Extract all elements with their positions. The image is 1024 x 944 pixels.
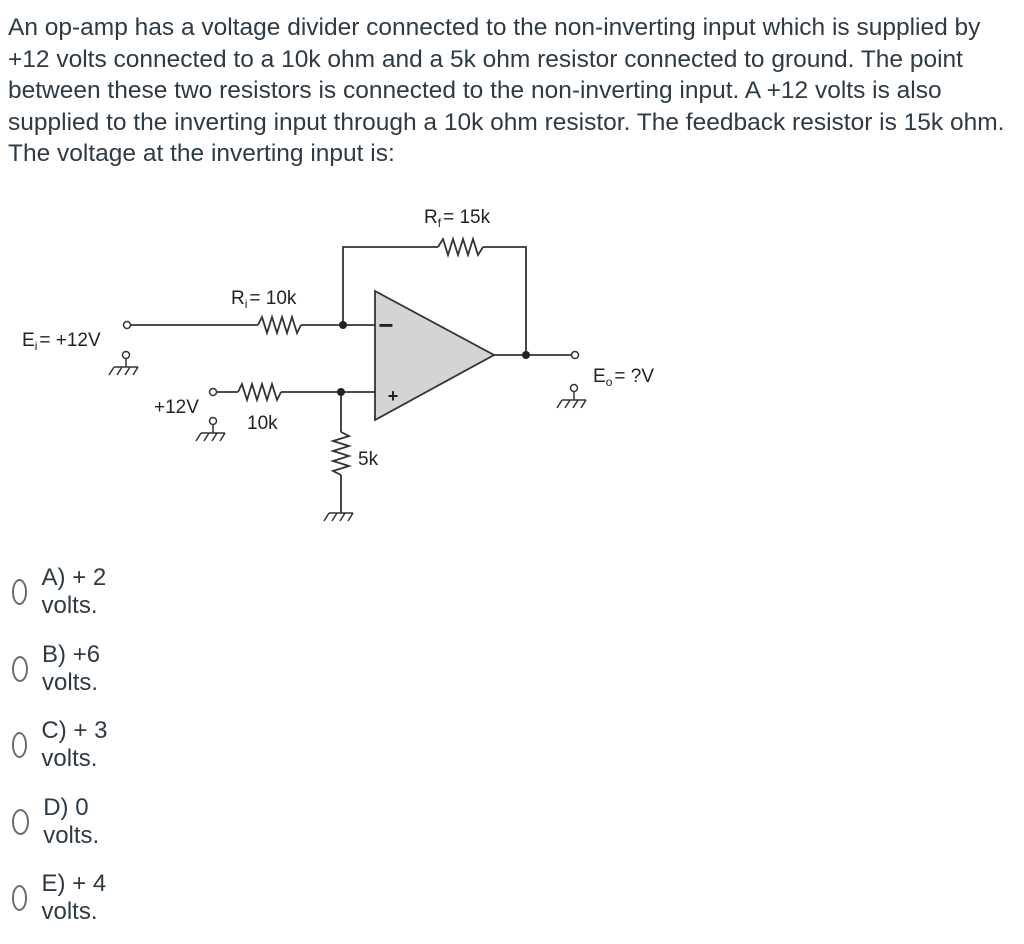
eo-terminal bbox=[572, 352, 579, 359]
answer-option-a[interactable] bbox=[12, 564, 108, 619]
inverting-junction-dot bbox=[339, 321, 347, 329]
feedback-wire-right bbox=[483, 247, 526, 355]
noninverting-sign: + bbox=[387, 386, 399, 406]
source-terminal bbox=[210, 389, 217, 396]
source-ground-icon bbox=[196, 425, 225, 441]
answer-label-a: A) + 2 volts. bbox=[41, 564, 107, 619]
inverting-sign: − bbox=[378, 310, 394, 340]
question-text: An op-amp has a voltage divider connected to the non-inverting input which is supplied by +12 volts connected to a 10k ohm and a 5k ohm resistor connected to ground. The point between these two resistors is connected to the non-inverting input. A +12 volts is also supplied to the inverting input through a 10k ohm resistor. The feedback resistor is 15k ohm. The voltage at the inverting input is: bbox=[8, 14, 1005, 167]
source-ground-terminal bbox=[210, 418, 217, 425]
answer-label-c: C) + 3 volts. bbox=[41, 717, 108, 772]
answer-option-c[interactable] bbox=[12, 717, 108, 772]
rf-label: $R_f = 15k$ bbox=[424, 207, 491, 230]
divider-ground-icon bbox=[324, 513, 353, 521]
answer-option-d[interactable] bbox=[12, 794, 108, 849]
eo-label: $E_o$ = ?V bbox=[593, 366, 654, 389]
divider-5k-label: 5k bbox=[358, 449, 379, 470]
noninverting-junction-dot bbox=[337, 388, 345, 396]
ei-ground-terminal bbox=[123, 352, 130, 359]
radio-button-b[interactable] bbox=[12, 656, 28, 682]
ri-label: $R_i = 10k$ bbox=[231, 288, 297, 311]
answer-option-b[interactable] bbox=[12, 641, 108, 696]
radio-button-d[interactable] bbox=[12, 809, 29, 835]
op-amp-circuit-diagram bbox=[0, 190, 1024, 530]
ei-label: $E_i = +12V$ bbox=[22, 330, 101, 353]
divider-resistor-10k bbox=[238, 384, 281, 400]
ei-terminal bbox=[124, 322, 131, 329]
radio-button-c[interactable] bbox=[12, 732, 27, 758]
answer-label-d: D) 0 volts. bbox=[43, 794, 100, 849]
output-junction-dot bbox=[522, 351, 530, 359]
ei-ground-icon bbox=[109, 359, 138, 375]
feedback-resistor-rf bbox=[438, 239, 483, 255]
eo-ground-terminal bbox=[571, 385, 578, 392]
answer-label-b: B) +6 volts. bbox=[42, 641, 101, 696]
divider-10k-label: 10k bbox=[247, 413, 278, 434]
answer-label-e: E) + 4 volts. bbox=[41, 870, 107, 925]
radio-button-e[interactable] bbox=[12, 885, 27, 911]
answer-option-e[interactable] bbox=[12, 870, 108, 925]
eo-ground-icon bbox=[557, 392, 586, 408]
input-resistor-ri bbox=[258, 317, 301, 333]
radio-button-a[interactable] bbox=[12, 579, 27, 605]
divider-resistor-5k bbox=[333, 432, 349, 475]
source-voltage-label: +12V bbox=[154, 397, 199, 418]
